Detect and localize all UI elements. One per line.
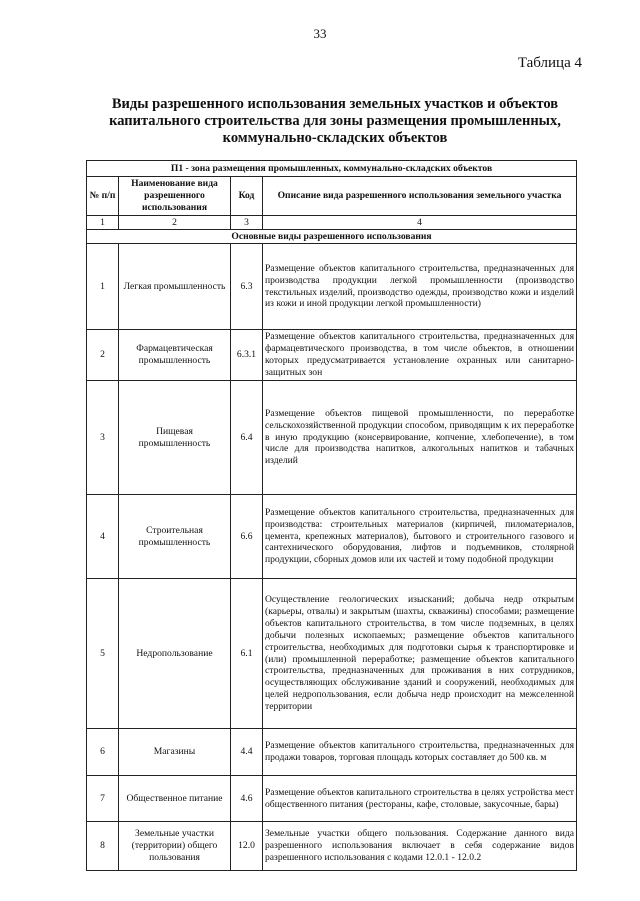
row-code: 6.3 [231,244,263,330]
row-number: 2 [87,330,119,381]
row-description [263,729,577,776]
document-title: Виды разрешенного использования земельных участков и объектов капитального строительства для зоны размещения промышленных, коммунально-складских объектов [109,96,561,146]
land-use-table [86,160,577,871]
row-description-text: Размещение объектов пищевой промышленности, по переработке сельскохозяйственной продукции способом, приводящим к их переработке в иную продукцию (консервирование, копчение, хлебопечение), в том числе для производства напитков, алкогольных напитков и табачных изделий [265,407,574,467]
row-description-text: Размещение объектов капитального строительства, предназначенных для продажи товаров, торговая площадь которых составляет до 500 кв. м [265,740,574,763]
row-description-text: Земельные участки общего пользования. Содержание данного вида разрешенного использования включает в себя содержание видов разрешенного использования с кодами 12.0.1 - 12.0.2 [265,828,574,863]
table-row [87,729,577,776]
col-number: 3 [231,216,263,230]
table-label: Таблица 4 [517,55,582,71]
col-number: 4 [263,216,577,230]
table-row [87,579,577,729]
table-row [87,776,577,822]
row-description [263,244,577,330]
column-number-row [87,216,577,230]
row-code: 12.0 [231,822,263,871]
row-name: Недропользование [119,579,231,729]
row-description [263,579,577,729]
row-name: Магазины [119,729,231,776]
row-description-text: Размещение объектов капитального строительства, предназначенных для производства: строительных материалов (кирпичей, пиломатериалов, цемента, крепежных материалов), бытового и строительного газового и сантехнического оборудования, лифтов и подъемников, столярной продукции, сборных домов или их частей и тому подобной продукции [265,506,574,566]
row-description [263,776,577,822]
row-description-text: Осуществление геологических изысканий; добыча недр открытым (карьеры, отвалы) и закрытым (шахты, скважины) способами; размещение объектов капитального строительства, в том числе подземных, в целях добычи полезных ископаемых; размещение объектов капитального строительства, необходимых для подготовки сырья к транспортировке и (или) промышленной переработке; размещение объектов капитального строительства, предназначенных для проживания в них сотрудников, осуществляющих обслуживание зданий и сооружений, необходимых для целей недропользования, если добыча недр происходит на межселенной территории [265,593,574,713]
row-description-text: Размещение объектов капитального строительства в целях устройства мест общественного питания (рестораны, кафе, столовые, закусочные, бары) [265,786,574,810]
row-name: Строительная промышленность [119,495,231,579]
col-header-num: № п/п [87,177,119,216]
row-number: 6 [87,729,119,776]
row-name: Фармацевтическая промышленность [119,330,231,381]
col-number: 1 [87,216,119,230]
row-description-text: Размещение объектов капитального строительства, предназначенных для производства продукции легкой промышленности (производство текстильных изделий, производство одежды, производство кожи и изделий из кожи и иной продукции легкой промышленности) [265,262,574,310]
column-header-row [87,177,577,216]
page-number: 33 [313,26,327,41]
table-row [87,495,577,579]
col-number: 2 [119,216,231,230]
row-number: 5 [87,579,119,729]
table-row [87,244,577,330]
row-code: 4.6 [231,776,263,822]
row-number: 4 [87,495,119,579]
table-row [87,381,577,495]
row-code: 6.6 [231,495,263,579]
row-name: Общественное питание [119,776,231,822]
table-row [87,330,577,381]
row-name: Пищевая промышленность [119,381,231,495]
row-number: 3 [87,381,119,495]
row-code: 6.1 [231,579,263,729]
table-row [87,822,577,871]
row-description [263,822,577,871]
row-name: Легкая промышленность [119,244,231,330]
row-description [263,381,577,495]
row-number: 1 [87,244,119,330]
row-code: 6.4 [231,381,263,495]
row-name: Земельные участки (территории) общего пользования [119,822,231,871]
zone-header-row [87,161,577,177]
row-code: 6.3.1 [231,330,263,381]
row-number: 8 [87,822,119,871]
col-header-code: Код [231,177,263,216]
col-header-desc: Описание вида разрешенного использования земельного участка [263,177,577,216]
section-title: Основные виды разрешенного использования [87,230,577,244]
col-header-name: Наименование вида разрешенного использования [119,177,231,216]
zone-header: П1 - зона размещения промышленных, коммунально-складских объектов [87,161,577,177]
row-code: 4.4 [231,729,263,776]
row-number: 7 [87,776,119,822]
row-description-text: Размещение объектов капитального строительства, предназначенных для фармацевтического производства, в том числе объектов, в отношении которых предусматривается установление охранных или санитарно-защитных зон [265,331,574,378]
section-row [87,230,577,244]
row-description [263,330,577,381]
row-description [263,495,577,579]
